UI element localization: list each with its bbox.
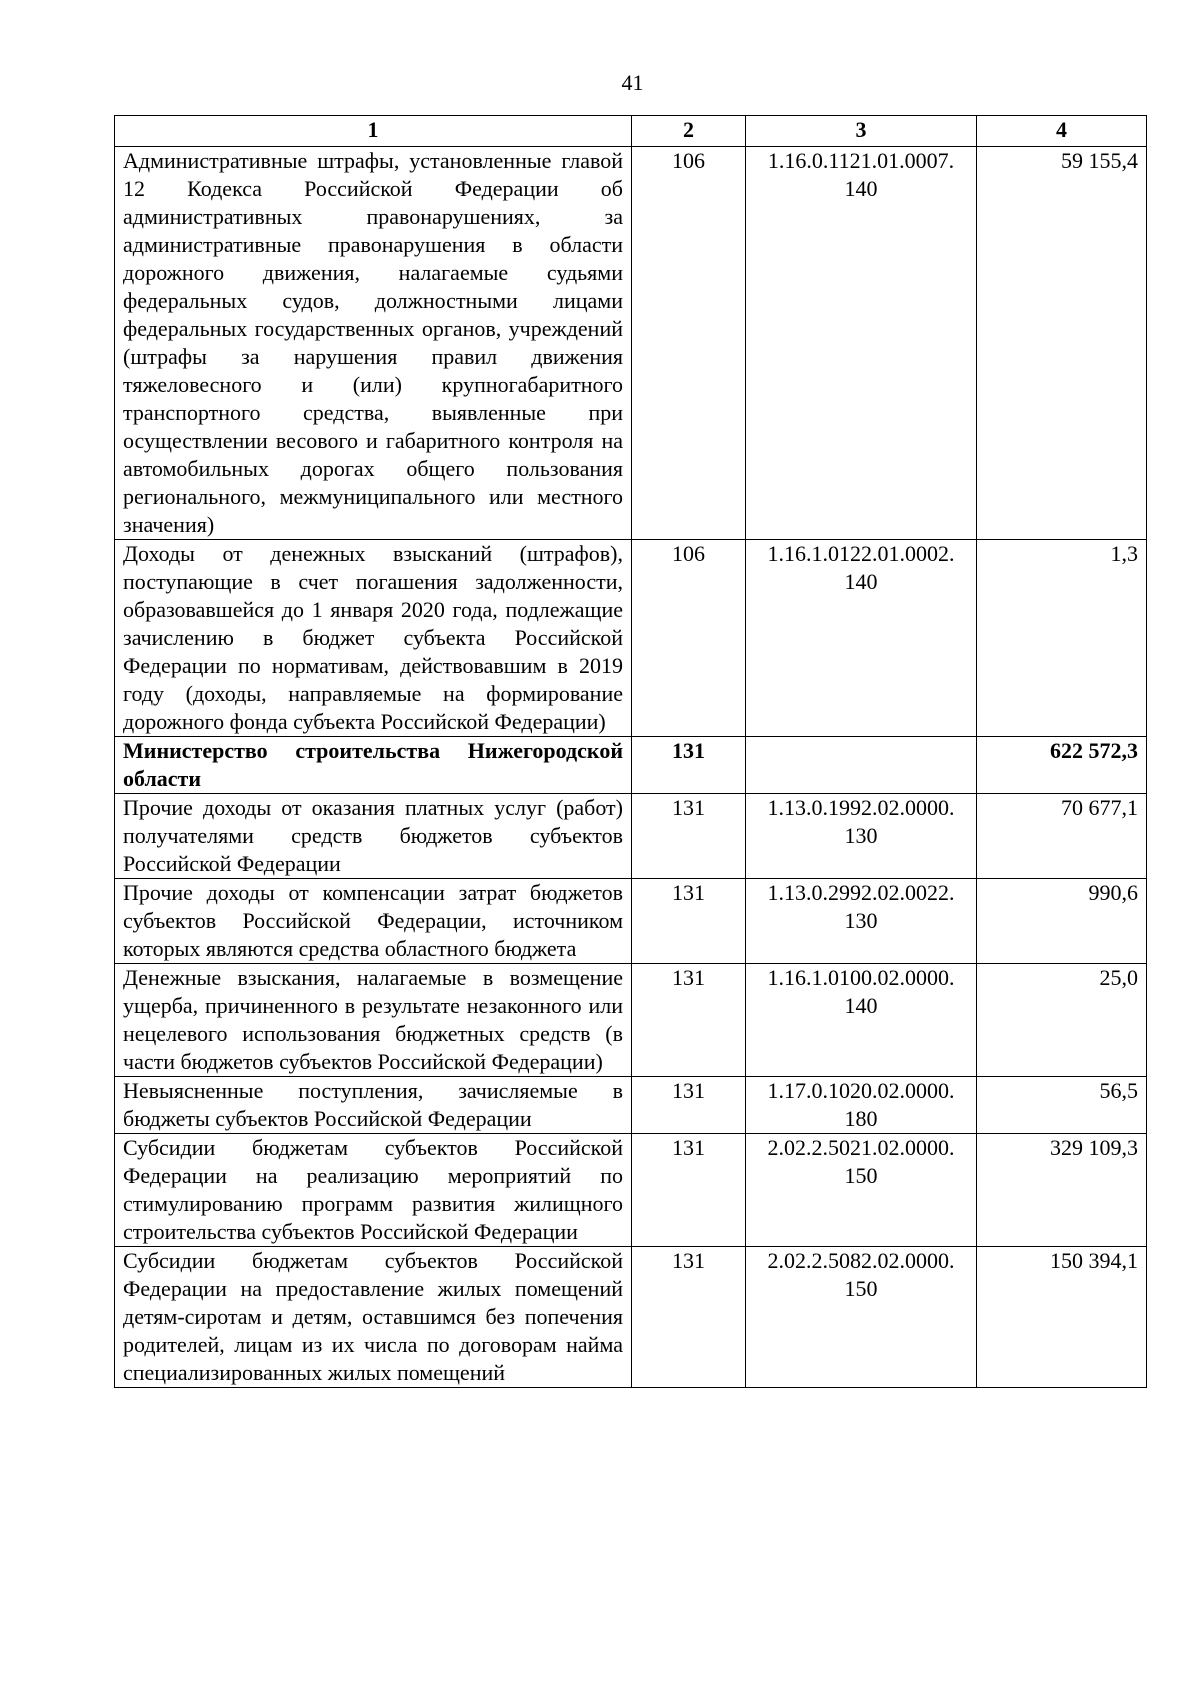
row-classification-code: 1.13.0.2992.02.0022. 130 [746,879,977,964]
table-row [115,794,1147,879]
table-row [115,879,1147,964]
row-name: Административные штрафы, установленные главой 12 Кодекса Российской Федерации об административных правонарушениях, за административные правонарушения в области дорожного движения, налагаемые судьями федеральных судов, должностными лицами федеральных государственных органов, учреждений (штрафы за нарушения правил движения тяжеловесного и (или) крупногабаритного транспортного средства, выявленные при осуществлении весового и габаритного контроля на автомобильных дорогах общего пользования регионального, межмуниципального или местного значения) [115,147,632,540]
table-row [115,1247,1147,1388]
row-amount: 622 572,3 [977,737,1147,794]
column-header-1: 1 [115,116,632,147]
row-admin-code: 131 [632,794,746,879]
table-row [115,1077,1147,1134]
row-amount: 329 109,3 [977,1134,1147,1247]
row-classification-code: 1.16.0.1121.01.0007. 140 [746,147,977,540]
row-classification-code: 2.02.2.5082.02.0000. 150 [746,1247,977,1388]
column-header-4: 4 [977,116,1147,147]
row-classification-code: 1.13.0.1992.02.0000. 130 [746,794,977,879]
row-classification-code [746,737,977,794]
table-row [115,1134,1147,1247]
row-amount: 56,5 [977,1077,1147,1134]
row-classification-code: 1.16.1.0122.01.0002. 140 [746,540,977,737]
row-name: Денежные взыскания, налагаемые в возмещение ущерба, причиненного в результате незаконного или нецелевого использования бюджетных средств (в части бюджетов субъектов Российской Федерации) [115,964,632,1077]
row-amount: 990,6 [977,879,1147,964]
page-number: 41 [621,70,644,95]
table-header-row [115,116,1147,147]
row-admin-code: 106 [632,540,746,737]
table-row [115,540,1147,737]
row-admin-code: 131 [632,737,746,794]
row-admin-code: 131 [632,1134,746,1247]
row-admin-code: 131 [632,879,746,964]
row-amount: 1,3 [977,540,1147,737]
table-row [115,147,1147,540]
row-name: Невыясненные поступления, зачисляемые в бюджеты субъектов Российской Федерации [115,1077,632,1134]
row-amount: 59 155,4 [977,147,1147,540]
row-amount: 25,0 [977,964,1147,1077]
row-amount: 150 394,1 [977,1247,1147,1388]
row-admin-code: 131 [632,1077,746,1134]
row-admin-code: 131 [632,1247,746,1388]
row-name: Министерство строительства Нижегородской области [115,737,632,794]
row-amount: 70 677,1 [977,794,1147,879]
row-classification-code: 1.16.1.0100.02.0000. 140 [746,964,977,1077]
row-admin-code: 131 [632,964,746,1077]
row-admin-code: 106 [632,147,746,540]
row-name: Субсидии бюджетам субъектов Российской Федерации на предоставление жилых помещений детям-сиротам и детям, оставшимся без попечения родителей, лицам из их числа по договорам найма специализированных жилых помещений [115,1247,632,1388]
row-name: Доходы от денежных взысканий (штрафов), поступающие в счет погашения задолженности, образовавшейся до 1 января 2020 года, подлежащие зачислению в бюджет субъекта Российской Федерации по нормативам, действовавшим в 2019 году (доходы, направляемые на формирование дорожного фонда субъекта Российской Федерации) [115,540,632,737]
column-header-2: 2 [632,116,746,147]
table-row-ministry [115,737,1147,794]
row-name: Прочие доходы от компенсации затрат бюджетов субъектов Российской Федерации, источником которых являются средства областного бюджета [115,879,632,964]
table-row [115,964,1147,1077]
row-classification-code: 2.02.2.5021.02.0000. 150 [746,1134,977,1247]
column-header-3: 3 [746,116,977,147]
row-name: Прочие доходы от оказания платных услуг (работ) получателями средств бюджетов субъектов Российской Федерации [115,794,632,879]
row-name: Субсидии бюджетам субъектов Российской Федерации на реализацию мероприятий по стимулированию программ развития жилищного строительства субъектов Российской Федерации [115,1134,632,1247]
budget-table [114,115,1147,1388]
row-classification-code: 1.17.0.1020.02.0000. 180 [746,1077,977,1134]
